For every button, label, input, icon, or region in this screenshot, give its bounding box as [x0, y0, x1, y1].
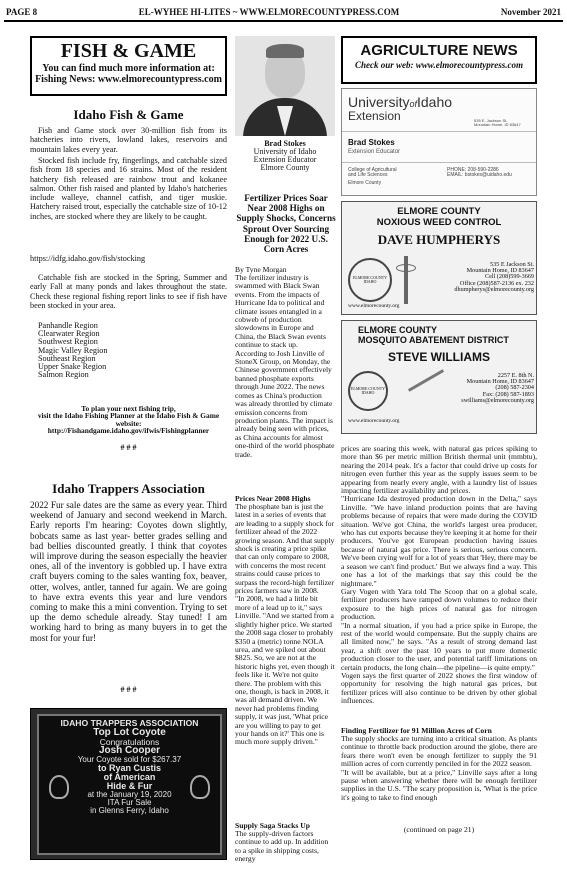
college-line: College of Agricultural — [348, 167, 397, 173]
plaque-line: ITA Fur Sale — [107, 798, 152, 808]
plaque-line: of American — [103, 772, 156, 783]
mosquito-abatement-ad — [341, 320, 537, 434]
article-body-part4: prices are soaring this week, with natural gas prices spiking to more than $6 per metric million British thermal unit (mmbtu), nearing the 2014 peak. It's a factor that could drive up costs for nitrogen even further this year as the supply issues seem to be appearing from nearly every angle, with a laundry list of issues impacting fertilizer availability and prices. "Hurricane Ida destroyed production down in the Delta," says Linville. "We have inland production points that are having problems because of repairs that were made during the COVID situation. We've got China, the world's largest urea producer, who has cut exports because they're keeping it at home for their producers. You've got European production having issues because of natural gas price. There is serious, serious concern. We've been crying wolf for a lot of years that 'Hey, there may be a season we can't find product.' But we always find a way. This one has a lot of the markings that say this could be the nightmare." Gary Vogen with Yara told The Scoop that on a global scale, fertilizer producers have ramped down volumes to reduce their exposure to the high prices of natural gas for nitrogen production. "In a normal situation, if you had a price spike in Europe, the rest of the world would compensate. But the supply chains are all limited now," he says. "As a result of strong demand last year, a shift over the past 10 years to put more domestic production closer to the user, and potential tariff limitations on certain products, the long chain—the pipeline—is quite empty." Vogen says the first quarter of 2022 shows the first window of opportunity for resolving the high natural gas prices, but fertilizer prices will also continue to be driven by other global influences. — [341, 444, 537, 706]
contact-line[interactable]: dhumpherys@elmorecounty.org — [454, 285, 534, 293]
extension-business-card — [341, 88, 537, 196]
caption-line: Elmore County — [260, 163, 310, 172]
plaque-line: Your Coyote sold for $267.37 — [77, 755, 182, 765]
ag-news-title: AGRICULTURE NEWS — [360, 42, 518, 59]
contact-line[interactable]: Fax: (208) 587-1893 — [482, 390, 534, 398]
fish-game-title: FISH & GAME — [60, 40, 197, 62]
fish-game-p3: Catchable fish are stocked in the Spring, Summer and early Fall at many ponds and lakes throughout the state. Check these regional fishing report links to see if fish have been stocked in your area. — [30, 273, 227, 310]
caption-line: University of Idaho — [253, 147, 317, 156]
card-college — [348, 168, 397, 186]
award-plaque-photo — [30, 708, 227, 860]
list-item[interactable]: Salmon Region — [38, 370, 89, 380]
contact-line: Mountain Home, ID 83647 — [466, 267, 534, 275]
article-byline: By Tyne Morgan — [235, 265, 287, 274]
plaque-line: in Glenns Ferry, Idaho — [90, 806, 169, 816]
plaque-line: to Ryan Custis — [97, 763, 161, 774]
logo-word: University — [348, 94, 410, 110]
mosquito-ad-line: ELMORE COUNTY — [358, 325, 438, 335]
list-item[interactable]: Panhandle Region — [38, 321, 98, 330]
list-item[interactable]: Magic Valley Region — [38, 345, 108, 355]
plaque-line: Hide & Fur — [106, 781, 153, 792]
plaque-line: Congratulations — [99, 736, 160, 747]
article-body-part3: The supply-driven factors continue to add up. In addition to a spike in shipping costs, energy — [235, 829, 329, 864]
weed-leaf-icon — [396, 264, 416, 272]
list-item[interactable]: Southwest Region — [38, 337, 98, 347]
photo-caption — [235, 140, 335, 172]
contact-line: 535 E Jackson St. — [490, 261, 534, 268]
logo-word: Idaho — [416, 94, 453, 110]
coyote-emblem-icon — [49, 775, 69, 799]
plaque-line: Top Lot Coyote — [93, 726, 166, 738]
university-logo — [348, 95, 452, 109]
stocking-url[interactable]: https://idfg.idaho.gov/fish/stocking — [30, 254, 146, 263]
brad-stokes-photo — [235, 36, 335, 136]
mosquito-ad-web[interactable]: www.elmorecounty.org — [348, 418, 400, 424]
contact-line[interactable]: swilliams@elmorecounty.org — [461, 396, 534, 404]
continued-note[interactable]: (continued on page 21) — [403, 825, 475, 834]
contact-line: 2257 E. 8th N. — [497, 372, 534, 379]
plaque-line: IDAHO TRAPPERS ASSOCIATION — [60, 718, 199, 728]
planner-line2: visit the Idaho Fishing Planner at the Idaho Fish & Game website: — [37, 411, 220, 428]
mosquito-ad-name: STEVE WILLIAMS — [388, 350, 490, 364]
page-number: PAGE 8 — [6, 6, 38, 17]
caption-line: Extension Educator — [253, 155, 317, 164]
article-subhead: Supply Saga Stacks Up — [235, 821, 310, 830]
section-end-mark: # # # — [120, 685, 137, 694]
trappers-heading: Idaho Trappers Association — [52, 481, 205, 496]
caption-name: Brad Stokes — [264, 139, 306, 148]
region-list — [38, 322, 235, 379]
issue-date: November 2021 — [500, 6, 561, 17]
mosquito-ad-contact — [458, 373, 534, 404]
county-seal-icon: ELMORE COUNTY IDAHO — [348, 371, 388, 411]
address-line: Mountain Home, ID 83647 — [474, 122, 521, 127]
list-item[interactable]: Southeast Region — [38, 353, 96, 363]
college-line: and Life Sciences — [348, 172, 388, 178]
mosquito-ad-line: MOSQUITO ABATEMENT DISTRICT — [358, 335, 509, 345]
article-body-part5: The supply shocks are turning into a critical situation. As plants continue to throttle back production around the globe, there are fears there won't even be enough fertilizer to supply the 91 million acres of corn currently penciled in for the 2022 season. "It will be available, but at a price," Linville says after a long pause when answering whether there will be enough fertilizer supplies in the U.S. "The scary proposition is, 'What is the price it's going to take to find enough — [341, 734, 537, 802]
contact-line[interactable]: Office (208)587-2136 ex. 232 — [459, 279, 534, 287]
article-body-part2: The phosphate ban is just the latest in a series of events that are leading to a supply shock for fertilizer ahead of the 2022 growing season. And that supply shock is creating a price spike that can only compare to 2008, with concerns the most recent strains could cause prices to surpass the record-high fertilizer prices farmers saw in 2008. "In 2008, we had a little bit more of a lead up to it," says Linville. "And we started from a slightly higher price. We started the 2008 saga closer to probably $350 a (metric) tonne NOLA urea, and we spiked out about $825. So, we are not at the historic highs yet, even though it feels like it. We're not quite there. The problem with this one, though, is back in 2008, it was all demand driven. We never had problems finding supply, it was just, 'What price are you willing to pay to get your hands on it?' This one is much more supply driven." — [235, 502, 335, 747]
fish-game-line1: You can find much more information at: — [42, 63, 215, 74]
fish-game-p2: Stocked fish include fry, fingerlings, and catchable sized fish from 18 species and 16 strains. Most of the resident hatchery fish released are rainbow trout and kokanee salmon. Other fish raised and planted by Idaho's hatcheries include walleye, channel catfish, and tiger muskie. Hatchery raised trout, especially the catchable size of 10-12 inches, are stocked where they are likely to be caught. — [30, 156, 227, 221]
planner-link[interactable]: http://Fishandgame.idaho.gov/ifwis/Fishingplanner — [47, 426, 210, 436]
card-email[interactable]: EMAIL: bstokes@uidaho.edu — [447, 172, 512, 178]
article-body-part1: The fertilizer industry is swammed with Black Swan events. From the impacts of Hurricane Ida to political and climate issues entangled in a cobweb of production slowdowns in Europe and China, the Black Swan events continue to stack up. According to Josh Linville of StoneX Group, on Monday, the Chinese government effectively banned phosphate exports through June 2022. The news comes as China's production was already throttled by climate emission concerns from production plants. The impact is already being seen with prices, as China accounts for almost one-third of the world phosphate trade. — [235, 273, 335, 459]
mosquito-icon — [408, 369, 444, 392]
plaque-line: at the January 19, 2020 — [87, 790, 172, 800]
extension-wordmark: Extension — [348, 109, 401, 123]
logo-word: of — [409, 99, 417, 109]
trappers-body: 2022 Fur sale dates are the same as every year. Third weekend of January and second weekend in March. Early reports I'm hearing: Coyotes down slightly, bobcats same as last year- better grades selling and bad bellies discounted greatly. I think that coyotes will improve during the season especially the heavier ones, all of the inventory is gobbled up. I have extra craft buyers coming to the sales wanting fox, beaver, otter, wolves, antler, tanned fur again. We are going to have extra events this year and lure vendors coming to make this a mini convention. Trying to set up the demo schedule already. Stay tuned! I am working hard to bring as many buyers in to get the most for your fur! — [30, 500, 227, 643]
planner-note — [30, 405, 227, 435]
agriculture-news-box — [341, 36, 537, 84]
contact-line: Mountain Home, ID 83647 — [466, 378, 534, 386]
noxious-weed-ad — [341, 201, 537, 315]
paper-name: EL-WYHEE HI-LITES ~ WWW.ELMORECOUNTYPRESS.COM — [138, 6, 400, 17]
section-end-mark: # # # — [120, 443, 137, 452]
page-header — [4, 4, 563, 22]
plaque-line: Josh Cooper — [98, 745, 161, 757]
card-contact — [447, 168, 512, 178]
weed-ad-name: DAVE HUMPHERYS — [377, 232, 501, 247]
fish-game-box — [30, 36, 227, 96]
article-headline: Fertilizer Prices Soar Near 2008 Highs on Supply Shocks, Concerns Sprout Over Sourcing Enough for 2022 U.S. Corn Acres — [236, 193, 336, 255]
list-item[interactable]: Upper Snake Region — [38, 362, 107, 372]
planner-line1: To plan your next fishing trip, — [81, 404, 176, 413]
weed-ad-contact — [442, 262, 534, 293]
list-item[interactable]: Clearwater Region — [38, 329, 100, 339]
address-line: 535 E. Jackson St. — [474, 118, 508, 123]
weed-ad-line: ELMORE COUNTY — [397, 206, 481, 217]
article-subhead: Finding Fertilizer for 91 Million Acres of Corn — [341, 726, 492, 735]
contact-line[interactable]: Cell (208)599-3669 — [485, 273, 534, 281]
card-role: Extension Educator — [348, 149, 401, 155]
contact-line[interactable]: (208) 587-2304 — [495, 384, 534, 392]
card-name: Brad Stokes — [348, 138, 395, 147]
card-phone[interactable]: PHONE: 208-590-2286 — [447, 167, 499, 173]
weed-ad-web[interactable]: www.elmorecounty.org — [348, 303, 400, 309]
weed-ad-line: NOXIOUS WEED CONTROL — [376, 216, 502, 228]
fish-game-heading: Idaho Fish & Game — [73, 107, 184, 122]
county-seal-icon: ELMORE COUNTY IDAHO — [348, 258, 392, 302]
card-address — [474, 119, 521, 127]
coyote-emblem-icon — [190, 775, 210, 799]
article-subhead: Prices Near 2008 Highs — [235, 494, 311, 503]
college-line: Elmore County — [348, 180, 382, 186]
fish-game-link[interactable]: Fishing News: www.elmorecountypress.com — [35, 74, 222, 85]
fish-game-p1: Fish and Game stock over 30-million fish from its hatcheries into rivers, lowland lakes, reservoirs and mountain lakes every year. — [30, 126, 227, 154]
ag-news-link[interactable]: Check our web: www.elmorecountypress.com — [355, 60, 523, 70]
